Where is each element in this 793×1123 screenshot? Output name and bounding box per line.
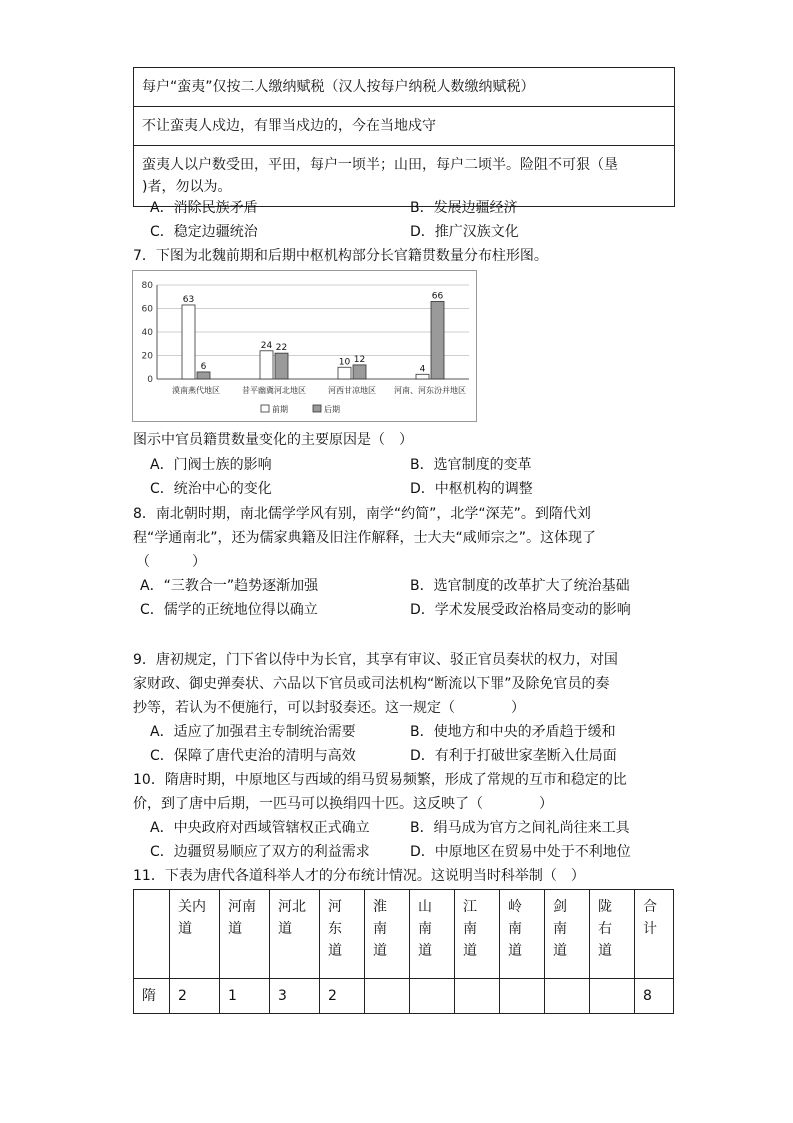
q6-option-a[interactable]: A．消除民族矛盾 (150, 200, 258, 216)
q11-header-cell: 陇 右 道 (590, 890, 635, 979)
bar-value-label: 63 (182, 294, 195, 305)
q11-header-cell: 关内 道 (170, 890, 220, 979)
q9-option-c[interactable]: C．保障了唐代吏治的清明与高效 (150, 748, 356, 764)
q11-header-cell: 河北 道 (270, 890, 320, 979)
bar-early (416, 374, 429, 379)
bar-value-label: 4 (419, 364, 426, 375)
q11-header-row (134, 890, 674, 979)
q8-option-b[interactable]: B．选官制度的改革扩大了统治基础 (410, 578, 630, 594)
q11-header-cell: 剑 南 道 (545, 890, 590, 979)
q11-cell: 3 (270, 979, 320, 1014)
q11-cell: 2 (320, 979, 365, 1014)
q7-stem: 7．下图为北魏前期和后期中枢机构部分长官籍贯数量分布柱形图。 (133, 248, 548, 264)
q7-option-d[interactable]: D．中枢机构的调整 (410, 481, 533, 497)
q8-option-c[interactable]: C．儒学的正统地位得以确立 (140, 602, 318, 618)
bar-value-label: 12 (353, 354, 366, 365)
q11-cell (590, 979, 635, 1014)
q10-option-d[interactable]: D．中原地区在贸易中处于不利地位 (410, 844, 631, 860)
q11-cell (455, 979, 500, 1014)
bar-early (338, 367, 351, 379)
q11-header-cell: 淮 南 道 (365, 890, 410, 979)
q10-option-a[interactable]: A．中央政府对西域管辖权正式确立 (150, 820, 370, 836)
q10-stem-line: 价，到了唐中后期，一匹马可以换绢四十匹。这反映了（ ） (133, 796, 553, 812)
bar-value-label: 66 (431, 291, 444, 302)
legend-label: 前期 (272, 405, 288, 414)
y-tick-label: 20 (141, 351, 153, 362)
q11-cell (500, 979, 545, 1014)
q11-table (133, 889, 674, 1014)
bar-value-label: 10 (338, 357, 351, 368)
bar-late (197, 372, 210, 379)
q11-header-cell (134, 890, 170, 979)
q11-cell (410, 979, 455, 1014)
bar-early (182, 305, 195, 379)
q6-option-c[interactable]: C．稳定边疆统治 (150, 224, 258, 240)
y-tick-label: 80 (141, 281, 153, 291)
bar-late (431, 301, 444, 379)
q6-option-b[interactable]: B．发展边疆经济 (410, 200, 518, 216)
q11-cell: 1 (220, 979, 270, 1014)
q8-stem-line: 程“学通南北”，还为儒家典籍及旧注作解释，士大夫“咸师宗之”。这体现了 (133, 530, 597, 546)
q7-question: 图示中官员籍贯数量变化的主要原因是（ ） (133, 432, 413, 448)
y-tick-label: 0 (147, 375, 153, 385)
q8-stem-line: 8．南北朝时期，南北儒学学风有别，南学“约简”，北学“深芜”。到隋代刘 (133, 506, 591, 522)
q10-option-b[interactable]: B．绢马成为官方之间礼尚往来工具 (410, 820, 630, 836)
q7-option-c[interactable]: C．统治中心的变化 (150, 481, 272, 497)
legend-label: 后期 (324, 405, 340, 414)
q11-cell: 隋 (134, 979, 170, 1014)
y-tick-label: 40 (141, 328, 153, 338)
x-category-label: 河西甘凉地区 (328, 386, 376, 395)
q7-option-a[interactable]: A．门阀士族的影响 (150, 457, 272, 473)
q6-table-row: 每户“蛮夷”仅按二人缴纳赋税（汉人按每户纳税人数缴纳赋税） (134, 68, 674, 107)
q11-header-cell: 山 南 道 (410, 890, 455, 979)
q11-header-cell: 河南 道 (220, 890, 270, 979)
q11-cell (545, 979, 590, 1014)
q11-cell: 8 (635, 979, 674, 1014)
q11-data-row (134, 979, 674, 1014)
q9-stem-line: 9．唐初规定，门下省以侍中为长官，其享有审议、驳正官员奏状的权力，对国 (133, 652, 618, 668)
q7-option-b[interactable]: B．选官制度的变革 (410, 457, 532, 473)
q11-header-cell: 江 南 道 (455, 890, 500, 979)
bar-value-label: 22 (275, 343, 288, 354)
x-category-label: 河南、河东汾并地区 (394, 386, 466, 395)
x-category-label: 昔平幽冀河北地区 (242, 386, 306, 395)
q9-stem-line: 家财政、御史弹奏状、六品以下官员或司法机构“断流以下罪”及除免官员的奏 (133, 676, 610, 692)
legend-swatch-early (261, 405, 269, 412)
q7-bar-chart (133, 271, 476, 421)
q6-table-row-line: )者，勿以为。 (142, 179, 232, 195)
bar-early (260, 351, 273, 379)
q11-header-cell: 岭 南 道 (500, 890, 545, 979)
q9-stem-line: 抄等，若认为不便施行，可以封驳奏还。这一规定（ ） (133, 700, 525, 716)
bar-value-label: 6 (200, 361, 207, 372)
q7-chart-frame (132, 270, 477, 422)
q9-option-b[interactable]: B．使地方和中央的矛盾趋于缓和 (410, 724, 616, 740)
q9-option-a[interactable]: A．适应了加强君主专制统治需要 (150, 724, 356, 740)
bar-value-label: 24 (260, 340, 273, 351)
q6-table-row (134, 146, 674, 206)
q11-cell: 2 (170, 979, 220, 1014)
q11-header-cell: 河 东 道 (320, 890, 365, 979)
y-tick-label: 60 (141, 304, 153, 315)
legend-swatch-late (313, 405, 321, 412)
q6-table-row: 不让蛮夷人戍边，有罪当戍边的，今在当地戍守 (134, 107, 674, 146)
x-category-label: 漠南燕代地区 (172, 386, 220, 395)
q10-stem-line: 10．隋唐时期，中原地区与西域的绢马贸易频繁，形成了常规的互市和稳定的比 (133, 772, 627, 788)
bar-late (275, 353, 288, 379)
q11-header-cell: 合 计 (635, 890, 674, 979)
q10-option-c[interactable]: C．边疆贸易顺应了双方的利益需求 (150, 844, 370, 860)
q6-policy-table (133, 67, 675, 207)
q6-option-d[interactable]: D．推广汉族文化 (410, 224, 519, 240)
q8-option-d[interactable]: D．学术发展受政治格局变动的影响 (410, 602, 631, 618)
bar-late (353, 365, 366, 379)
q8-stem-line: （ ） (136, 554, 206, 570)
q8-option-a[interactable]: A．“三教合一”趋势逐渐加强 (140, 578, 319, 594)
q6-table-row-line: 蛮夷人以户数受田，平田，每户一顷半；山田，每户二顷半。险阻不可狠（垦 (142, 157, 618, 173)
q11-cell (365, 979, 410, 1014)
q9-option-d[interactable]: D．有利于打破世家垄断入仕局面 (410, 748, 617, 764)
q11-stem: 11．下表为唐代各道科举人才的分布统计情况。这说明当时科举制（ ） (133, 868, 585, 884)
